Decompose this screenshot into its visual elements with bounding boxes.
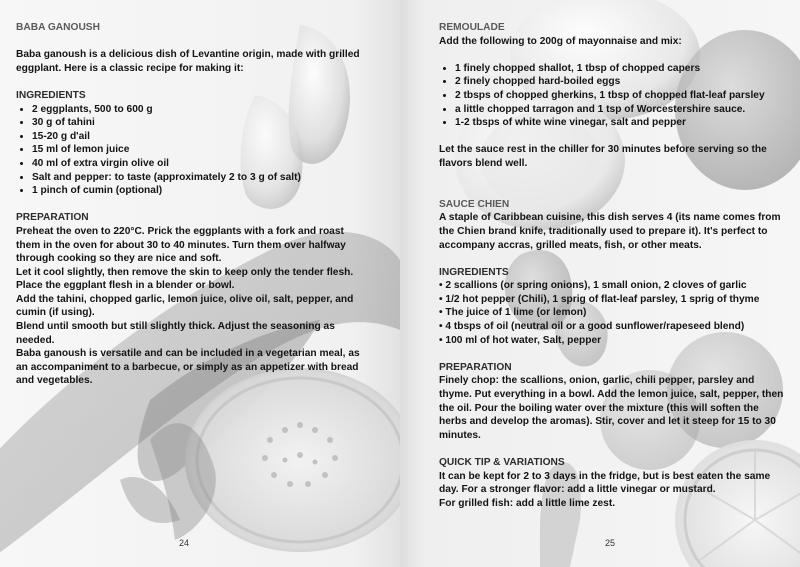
tips-text: For grilled fish: add a little lime zest.	[439, 497, 616, 509]
remoulade-note: Let the sauce rest in the chiller for 30 minutes before serving so the flavors blend well.	[439, 144, 767, 169]
page-number-right: 25	[605, 538, 616, 548]
preparation-step: Blend until smooth but still slightly thick. Adjust the seasoning as needed.	[16, 321, 335, 346]
list-item: • 30 g of tahini	[32, 116, 366, 130]
remoulade-title: REMOULADE	[439, 22, 505, 33]
list-item: • 1 finely chopped shallot, 1 tbsp of chopped capers	[455, 62, 784, 76]
list-item: • 40 ml of extra virgin olive oil	[32, 157, 366, 171]
list-item: • 2 scallions (or spring onions), 1 small onion, 2 cloves of garlic	[439, 280, 747, 292]
list-item: • 1 pinch of cumin (optional)	[32, 184, 366, 198]
sauce-chien-title: SAUCE CHIEN	[439, 198, 510, 210]
ingredients-list	[16, 103, 366, 198]
list-item: • 15 ml of lemon juice	[32, 143, 366, 157]
right-page	[400, 0, 800, 567]
remoulade-intro: Add the following to 200g of mayonnaise and mix:	[439, 35, 682, 47]
preparation-step: Baba ganoush is versatile and can be included in a vegetarian meal, as an accompaniment to a barbecue, or simply as an appetizer with bread and vegetables.	[16, 348, 360, 387]
ingredients-heading: INGREDIENTS	[439, 266, 509, 278]
list-item: • 2 eggplants, 500 to 600 g	[32, 103, 366, 117]
list-item: • 15-20 g d'ail	[32, 130, 366, 144]
left-page-content	[16, 21, 366, 388]
preparation-heading: PREPARATION	[16, 212, 89, 224]
ingredients-heading: INGREDIENTS	[16, 89, 86, 101]
list-item: • 1/2 hot pepper (Chili), 1 sprig of flat-leaf parsley, 1 sprig of thyme	[439, 293, 760, 305]
recipe-intro: Baba ganoush is a delicious dish of Levantine origin, made with grilled eggplant. Here is a classic recipe for making it:	[16, 49, 360, 74]
preparation-step: Add the tahini, chopped garlic, lemon juice, olive oil, salt, pepper, and cumin (if using).	[16, 293, 354, 319]
preparation-step: Let it cool slightly, then remove the skin to keep only the tender flesh.	[16, 266, 354, 278]
sauce-chien-intro: A staple of Caribbean cuisine, this dish serves 4 (its name comes from the Chien brand knife, traditionally used to prepare it). It's perfect to accompany accras, grilled meats, fish, or other meats.	[439, 212, 781, 251]
preparation-step: Place the eggplant flesh in a blender or bowl.	[16, 280, 235, 292]
tips-heading: QUICK TIP & VARIATIONS	[439, 457, 565, 468]
remoulade-list	[439, 62, 784, 130]
recipe-title: BABA GANOUSH	[16, 22, 100, 33]
right-page-content	[439, 21, 784, 510]
list-item: • 4 tbsps of oil (neutral oil or a good sunflower/rapeseed blend)	[439, 321, 745, 333]
preparation-step: Preheat the oven to 220°C. Prick the eggplants with a fork and roast them in the oven for about 30 to 40 minutes. Turn them over halfway through cooking so they are nice and soft.	[16, 225, 346, 265]
page-number-left: 24	[179, 538, 190, 548]
list-item: • 1-2 tbsps of white wine vinegar, salt and pepper	[455, 116, 784, 130]
tips-text: It can be kept for 2 to 3 days in the fridge, but is best eaten the same day. For a stronger flavor: add a little vinegar or mustard.	[439, 470, 771, 496]
preparation-heading: PREPARATION	[439, 361, 512, 373]
list-item: • The juice of 1 lime (or lemon)	[439, 307, 587, 319]
list-item: • Salt and pepper: to taste (approximately 2 to 3 g of salt)	[32, 171, 366, 185]
list-item: • 2 finely chopped hard-boiled eggs	[455, 75, 784, 89]
list-item: • 2 tbsps of chopped gherkins, 1 tbsp of chopped flat-leaf parsley	[455, 89, 784, 103]
list-item: • a little chopped tarragon and 1 tsp of Worcestershire sauce.	[455, 103, 784, 117]
list-item: • 100 ml of hot water, Salt, pepper	[439, 334, 602, 346]
preparation-text: Finely chop: the scallions, onion, garlic, chili pepper, parsley and thyme. Put everything in a bowl. Add the lemon juice, salt, pepper, then the oil. Pour the boiling water over the mixture (this will soften the herbs and develop the aromas). Stir, cover and let it steep for 15 to 30 minutes.	[439, 375, 784, 441]
